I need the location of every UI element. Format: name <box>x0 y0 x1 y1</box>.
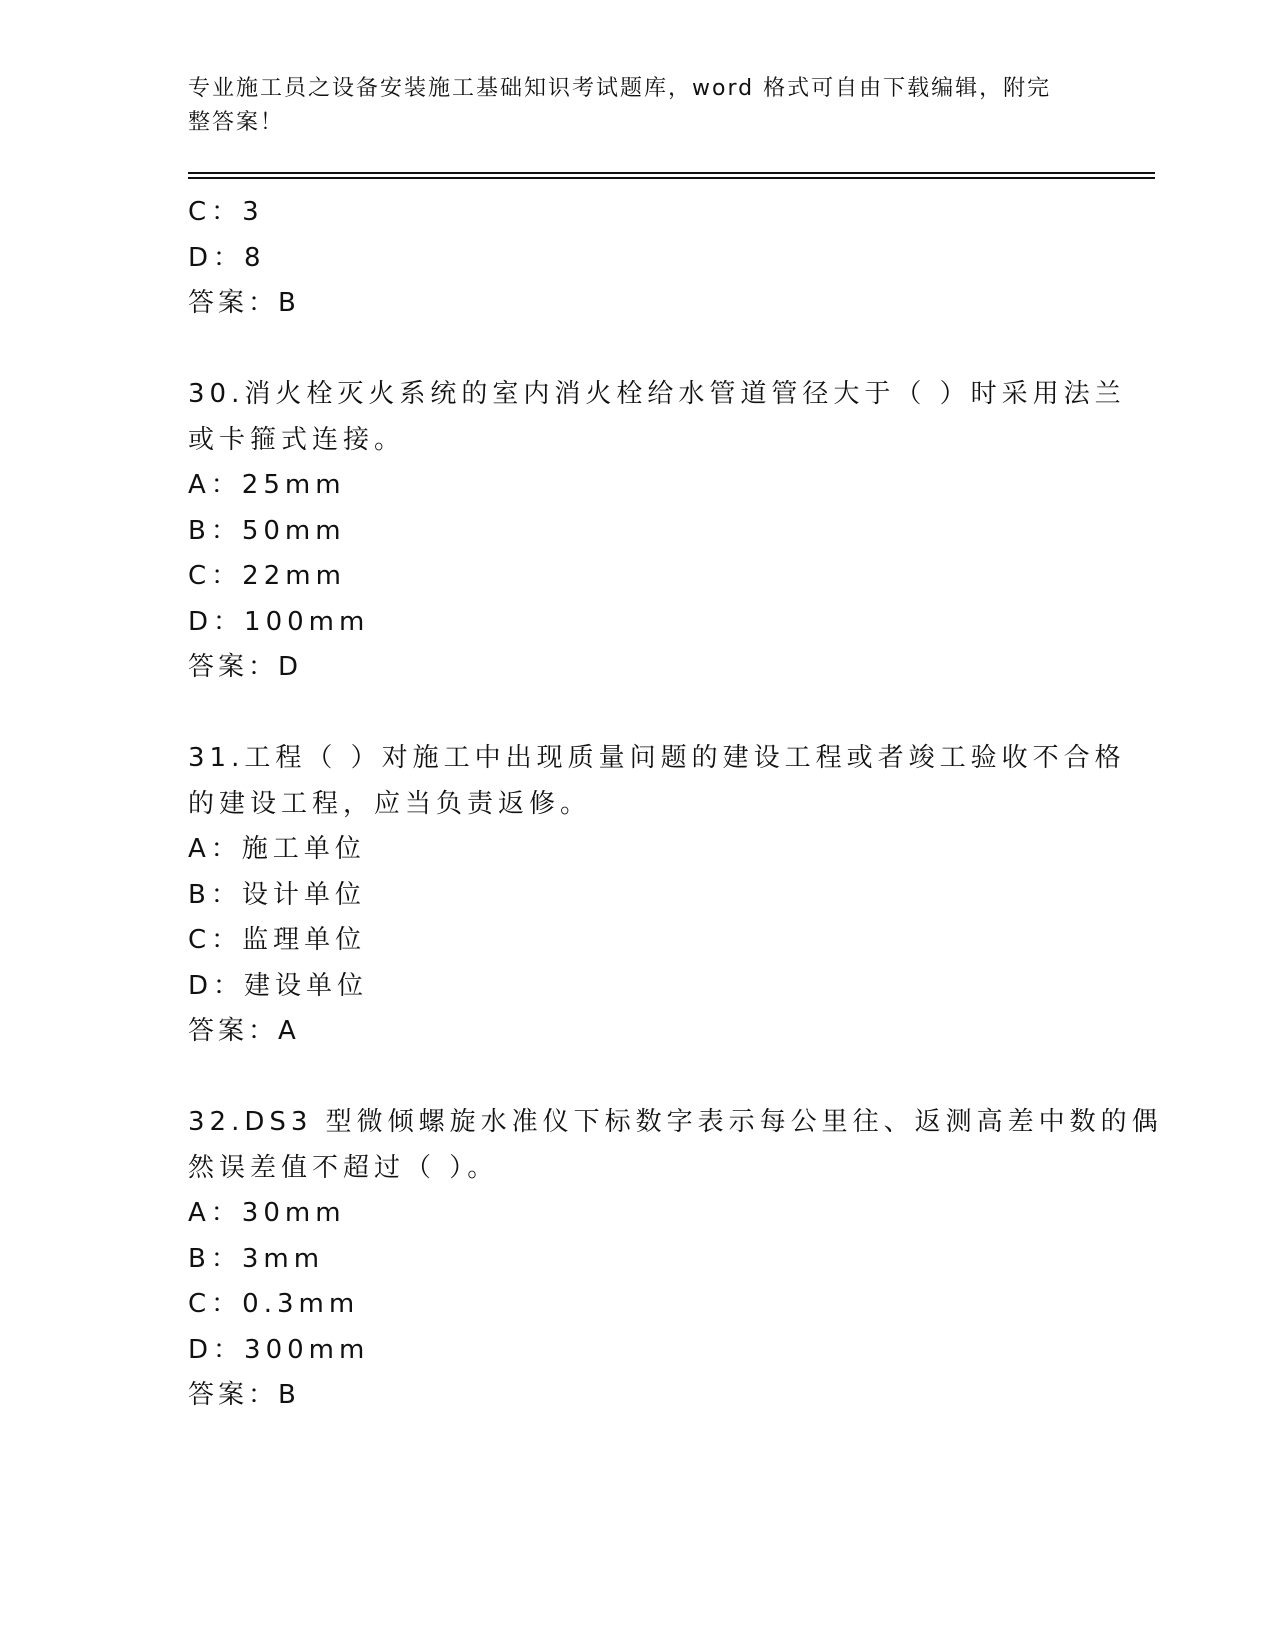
option-b: B：50mm <box>188 515 346 546</box>
question-text: 30.消火栓灭火系统的室内消火栓给水管道管径大于（ ）时采用法兰 <box>188 379 1126 409</box>
header-rule-top <box>188 172 1155 174</box>
option-d: D：8 <box>188 242 266 273</box>
option-d: D：300mm <box>188 1334 370 1365</box>
option-c: C：监理单位 <box>188 925 367 955</box>
question-text: 然误差值不超过（ ）。 <box>188 1152 499 1183</box>
question-text: 31.工程（ ）对施工中出现质量问题的建设工程或者竣工验收不合格 <box>188 743 1126 773</box>
option-b: B：设计单位 <box>188 879 366 910</box>
question-text: 或卡箍式连接。 <box>188 424 406 455</box>
header-line-2: 整答案！ <box>188 110 285 135</box>
question-32 <box>188 1100 1163 1419</box>
option-a: A：30mm <box>188 1198 346 1228</box>
header-rule-bottom <box>188 177 1155 179</box>
answer: 答案：B <box>188 288 300 318</box>
option-a: A：施工单位 <box>188 834 366 864</box>
answer: 答案：D <box>188 652 303 682</box>
document-header <box>188 72 1068 140</box>
question-text: 的建设工程，应当负责返修。 <box>188 788 592 819</box>
previous-question-tail <box>188 190 1088 327</box>
option-a: A：25mm <box>188 470 346 500</box>
answer: 答案：B <box>188 1380 300 1410</box>
question-text: 32.DS3 型微倾螺旋水准仪下标数字表示每公里往、返测高差中数的偶 <box>188 1107 1163 1137</box>
answer: 答案：A <box>188 1016 300 1046</box>
header-line-1: 专业施工员之设备安装施工基础知识考试题库，word 格式可自由下载编辑，附完 <box>188 76 1052 101</box>
question-31 <box>188 736 1126 1055</box>
option-c: C：3 <box>188 197 264 227</box>
option-b: B：3mm <box>188 1243 325 1274</box>
question-30 <box>188 372 1126 691</box>
option-c: C：0.3mm <box>188 1289 360 1319</box>
option-c: C：22mm <box>188 561 346 591</box>
option-d: D：建设单位 <box>188 970 369 1001</box>
option-d: D：100mm <box>188 606 370 637</box>
document-body <box>188 190 1163 1419</box>
